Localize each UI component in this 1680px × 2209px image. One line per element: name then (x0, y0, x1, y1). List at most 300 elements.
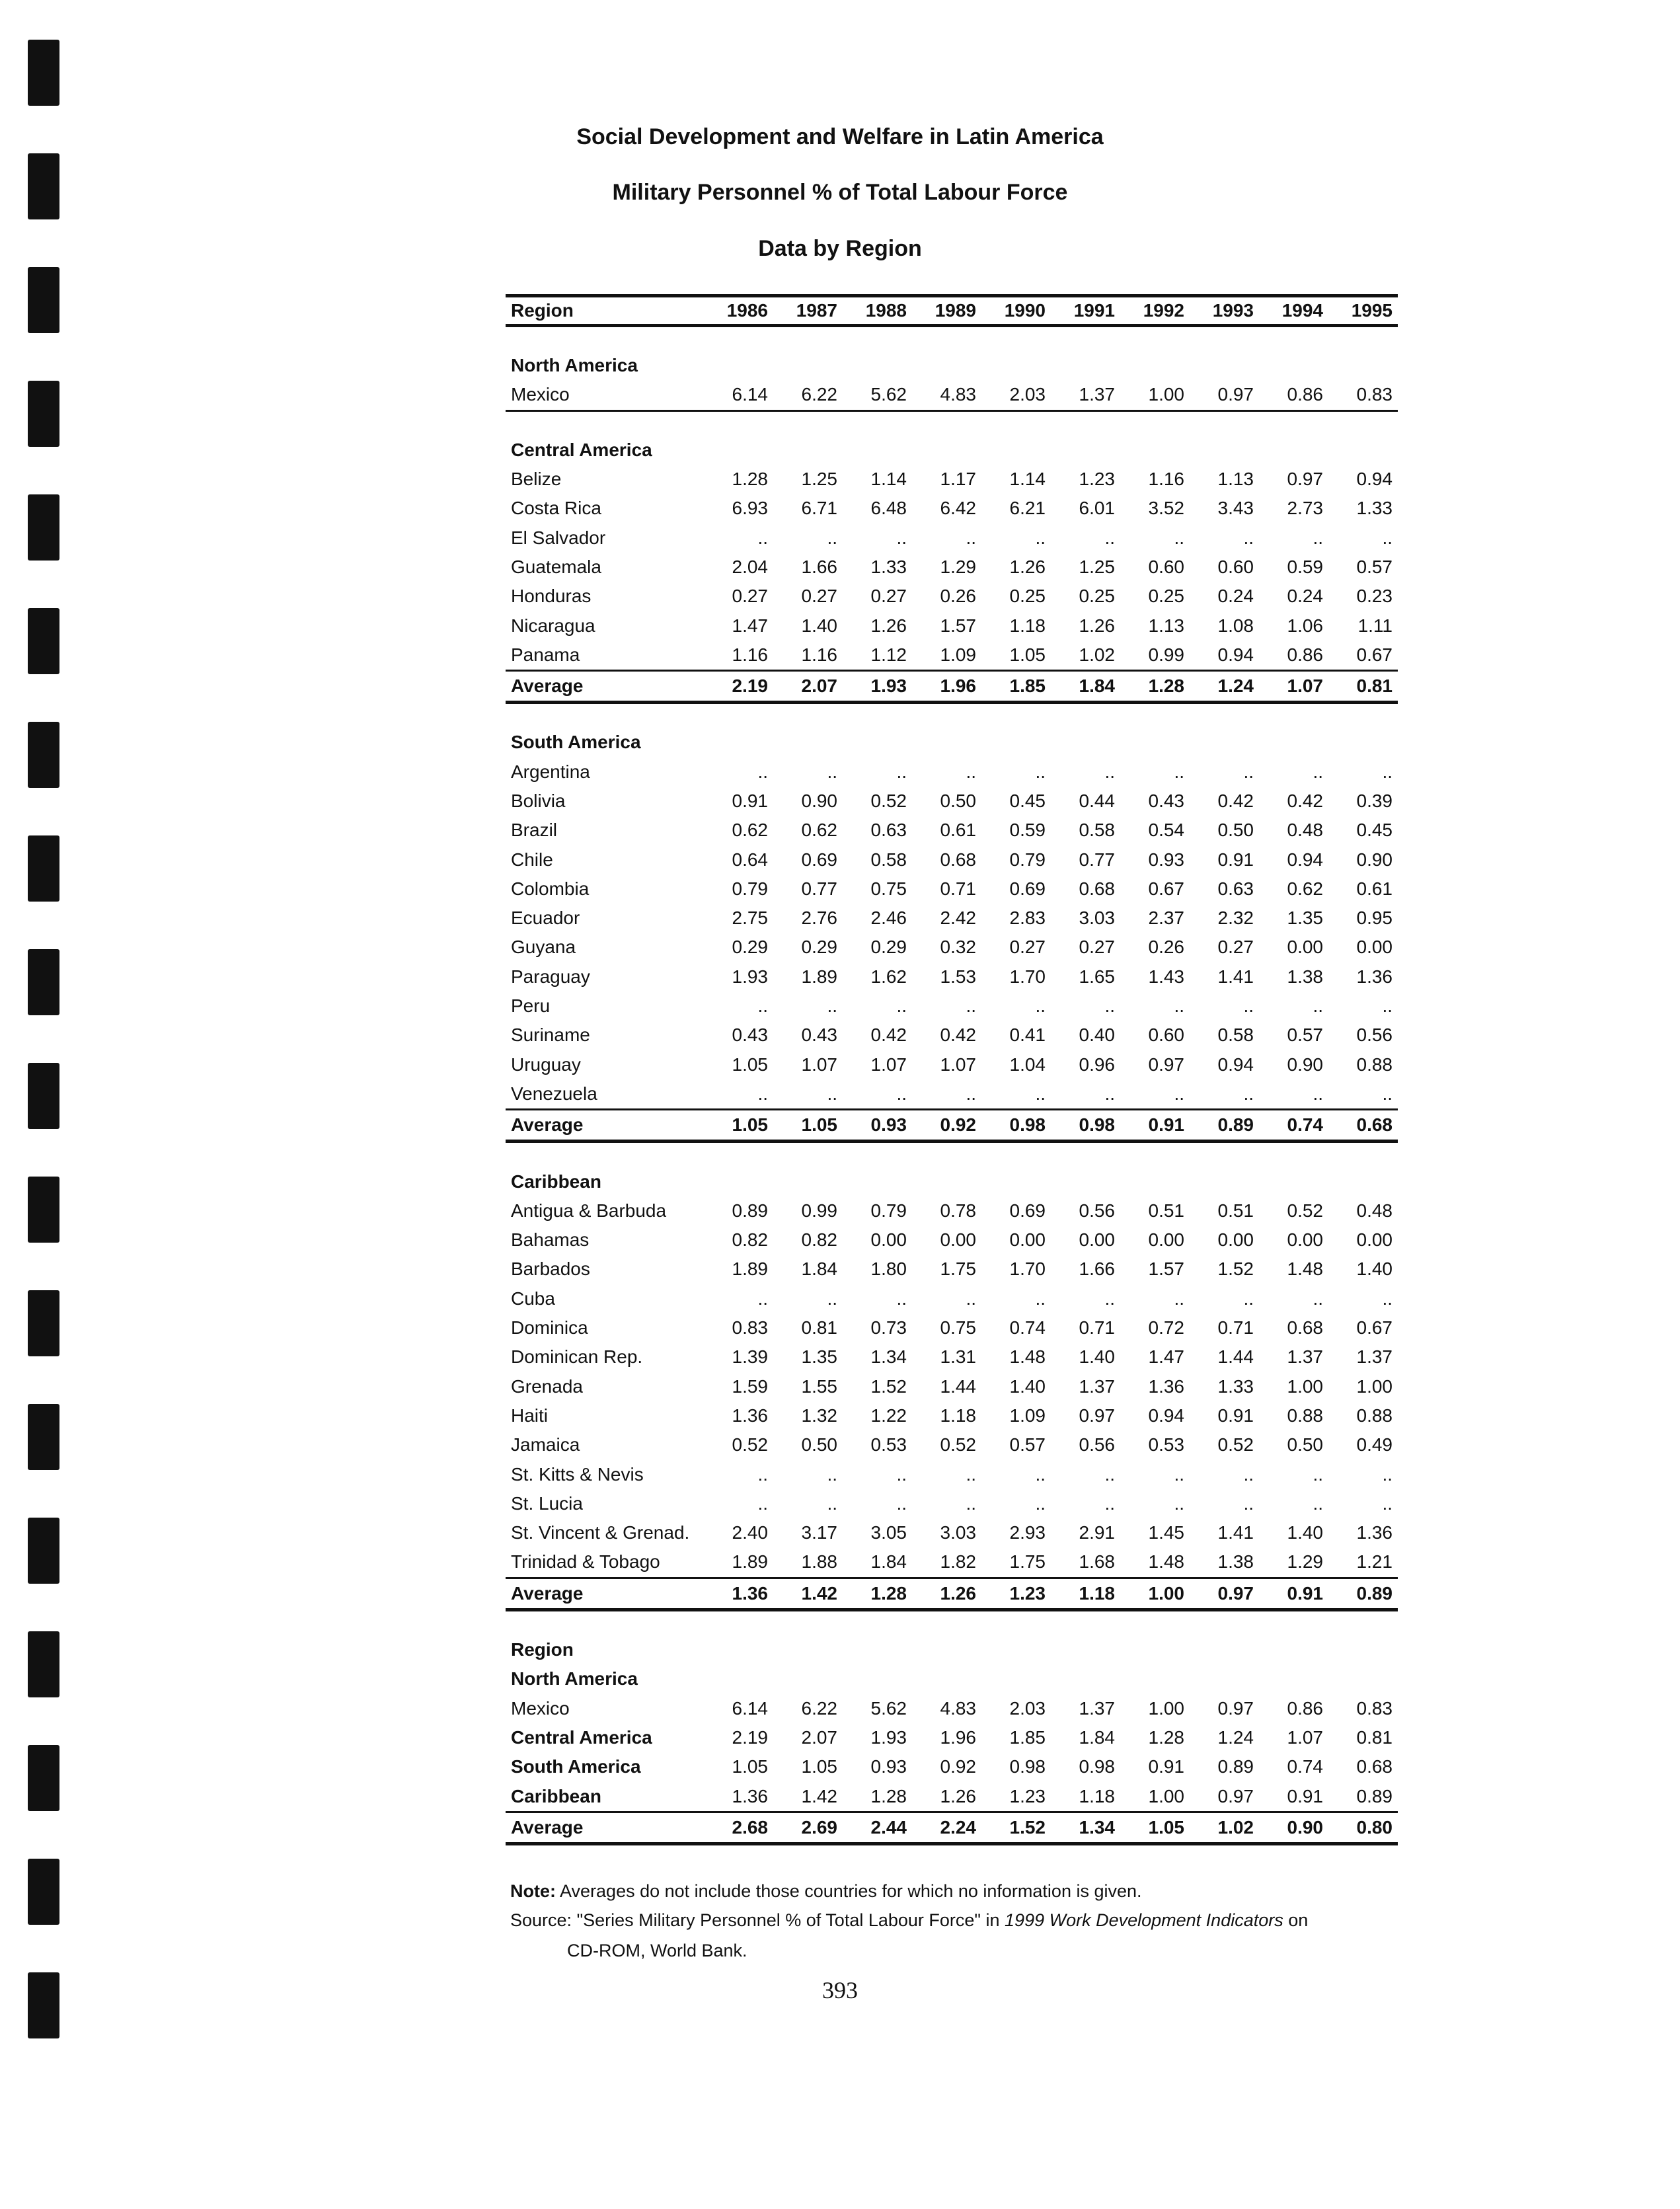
table-cell: .. (827, 761, 837, 782)
table-cell: 1.84 (1079, 1726, 1115, 1748)
spacer-row (506, 1142, 1398, 1167)
table-cell: 1.29 (940, 556, 976, 577)
table-cell: 1.93 (843, 670, 912, 702)
row-label: St. Lucia (511, 1492, 583, 1514)
table-cell: .. (827, 1492, 837, 1514)
table-cell: 1.28 (1148, 1726, 1184, 1748)
table-cell: 1.89 (732, 1259, 768, 1280)
table-cell: 0.89 (1190, 1110, 1259, 1142)
table-cell: 0.71 (940, 878, 976, 899)
page-title: Social Development and Welfare in Latin America (576, 124, 1104, 149)
table-cell: .. (827, 527, 837, 548)
table-cell: .. (896, 761, 907, 782)
table-cell: 0.93 (1148, 849, 1184, 870)
row-label: Mexico (506, 380, 704, 410)
row-label: Chile (511, 849, 553, 870)
table-cell: 1.40 (1356, 1259, 1393, 1280)
row-label: Jamaica (511, 1434, 580, 1455)
table-cell: 0.57 (1009, 1434, 1046, 1455)
section-row (506, 351, 1398, 380)
table-cell: 1.18 (1009, 615, 1046, 636)
header-year: 1986 (704, 296, 773, 326)
table-cell: 1.24 (1217, 1726, 1254, 1748)
table-cell: 1.75 (1009, 1551, 1046, 1572)
table-cell: 0.48 (1356, 1200, 1393, 1221)
table-cell: 1.42 (801, 1785, 837, 1806)
table-cell: 1.48 (1148, 1551, 1184, 1572)
table-cell: 2.19 (704, 670, 773, 702)
table-cell: 1.39 (732, 1346, 768, 1368)
table-cell: 1.34 (1051, 1812, 1120, 1843)
row-label: Central America (511, 1726, 652, 1748)
table-cell: 1.37 (1356, 1346, 1393, 1368)
table-cell: 0.92 (912, 1110, 981, 1142)
table-cell: 0.89 (1217, 1756, 1254, 1777)
table-cell: .. (896, 1492, 907, 1514)
table-cell: .. (1313, 1083, 1323, 1104)
table-cell: 1.16 (801, 644, 837, 665)
table-cell: 1.05 (1009, 644, 1046, 665)
table-cell: .. (1174, 1492, 1184, 1514)
row-label: Argentina (511, 761, 590, 782)
table-cell: 0.56 (1079, 1434, 1115, 1455)
table-cell: .. (1174, 1083, 1184, 1104)
table-cell: 1.28 (843, 1578, 912, 1609)
table-cell: 0.91 (1259, 1578, 1328, 1609)
table-cell: 0.00 (1079, 1229, 1115, 1251)
row-label: Average (506, 1578, 704, 1609)
row-label: Suriname (511, 1025, 590, 1046)
table-cell: 0.98 (1079, 1756, 1115, 1777)
table-cell: 1.22 (870, 1405, 907, 1426)
table-row (506, 962, 1398, 991)
table-cell: 0.97 (1079, 1405, 1115, 1426)
table-cell: 0.83 (1356, 1697, 1393, 1719)
table-cell: 2.69 (773, 1812, 843, 1843)
average-row (506, 1578, 1398, 1609)
table-cell: 1.33 (1356, 498, 1393, 519)
table-cell: 1.70 (1009, 1259, 1046, 1280)
row-label: Costa Rica (511, 498, 601, 519)
table-cell: 6.14 (732, 1697, 768, 1719)
table-cell: 1.40 (1009, 1376, 1046, 1397)
table-cell: 1.28 (1120, 670, 1190, 702)
table-cell: 0.67 (1356, 1317, 1393, 1338)
binding-bar (28, 949, 59, 1015)
row-label: St. Vincent & Grenad. (511, 1522, 690, 1543)
table-cell: 1.89 (732, 1551, 768, 1572)
table-cell: .. (896, 1463, 907, 1485)
table-cell: 1.23 (1009, 1785, 1046, 1806)
table-cell: 1.35 (801, 1346, 837, 1368)
row-label: Honduras (511, 586, 592, 607)
table-cell: 1.32 (801, 1405, 837, 1426)
table-cell: .. (1243, 1492, 1254, 1514)
table-cell: 0.80 (1328, 1812, 1398, 1843)
table-row (506, 1430, 1398, 1459)
table-cell: 0.61 (1356, 878, 1393, 899)
table-cell: 4.83 (940, 1697, 976, 1719)
table-cell: .. (757, 527, 768, 548)
table-cell: 1.02 (1079, 644, 1115, 665)
table-cell: 0.56 (1356, 1025, 1393, 1046)
table-cell: 2.04 (732, 556, 768, 577)
header-region: Region (506, 296, 704, 326)
table-cell: 0.98 (1009, 1756, 1046, 1777)
table-cell: .. (1243, 1463, 1254, 1485)
table-row (506, 1459, 1398, 1489)
table-cell: .. (757, 1083, 768, 1104)
table-cell: 0.42 (1217, 791, 1254, 811)
table-cell: 0.40 (1079, 1025, 1115, 1046)
table-cell: 0.63 (1217, 878, 1254, 899)
table-cell: 0.50 (940, 791, 976, 811)
table-cell: 1.36 (732, 1405, 768, 1426)
table-cell: 1.52 (1217, 1259, 1254, 1280)
table-cell: 0.69 (801, 849, 837, 870)
spacer (506, 326, 1398, 352)
source (510, 1910, 1308, 1931)
header-year: 1995 (1328, 296, 1398, 326)
table-cell: 0.29 (801, 937, 837, 958)
table-cell: 0.77 (801, 878, 837, 899)
table-cell: 1.36 (1356, 1522, 1393, 1543)
table-cell: .. (1313, 527, 1323, 548)
table-cell: .. (1174, 995, 1184, 1017)
table-cell: .. (1243, 1083, 1254, 1104)
table-cell: 0.88 (1287, 1405, 1323, 1426)
row-label: Guyana (511, 937, 576, 958)
table-cell: 1.52 (870, 1376, 907, 1397)
table-cell: 0.68 (1356, 1756, 1393, 1777)
row-label: Average (506, 1110, 704, 1142)
table-cell: 1.23 (1079, 469, 1115, 490)
table-cell: 1.04 (1009, 1054, 1046, 1075)
spacer-row (506, 703, 1398, 728)
table-cell: 0.59 (1009, 820, 1046, 841)
spacer-row (506, 326, 1398, 352)
table-cell: 0.75 (870, 878, 907, 899)
table-cell: 1.05 (704, 1110, 773, 1142)
table-cell: 1.70 (1009, 966, 1046, 987)
binding-bar (28, 722, 59, 788)
table-cell: 1.59 (732, 1376, 768, 1397)
table-cell: 0.00 (870, 1229, 907, 1251)
table-cell: .. (827, 1288, 837, 1309)
table-cell: 0.52 (940, 1434, 976, 1455)
section-label: Region (511, 1639, 574, 1660)
table-cell: 0.91 (1120, 1110, 1190, 1142)
table-cell: .. (1382, 1083, 1393, 1104)
table-cell: .. (827, 1083, 837, 1104)
table-cell: 3.52 (1148, 498, 1184, 519)
table-row (506, 494, 1398, 523)
table-cell: 1.16 (732, 644, 768, 665)
table-cell: .. (1174, 761, 1184, 782)
table-cell: 6.01 (1079, 498, 1115, 519)
table-cell: .. (1313, 1492, 1323, 1514)
table-cell: 0.69 (1009, 878, 1046, 899)
row-label: Grenada (511, 1376, 583, 1397)
table-row (506, 582, 1398, 611)
table-cell: 2.75 (732, 908, 768, 929)
table-cell: 1.13 (1217, 469, 1254, 490)
header-year: 1990 (981, 296, 1051, 326)
table-cell: 0.77 (1079, 849, 1115, 870)
table-cell: 0.69 (1009, 1200, 1046, 1221)
table-cell: 1.05 (801, 1756, 837, 1777)
note-text: Averages do not include those countries for which no information is given. (556, 1881, 1142, 1901)
table-row (506, 1518, 1398, 1547)
table-cell: 0.89 (1328, 1578, 1398, 1609)
table-cell: 1.13 (1148, 615, 1184, 636)
table-cell: 0.74 (1287, 1756, 1323, 1777)
table-cell: 1.84 (801, 1259, 837, 1280)
table-cell: 0.60 (1148, 1025, 1184, 1046)
table-cell: .. (966, 527, 976, 548)
header-year: 1994 (1259, 296, 1328, 326)
table-cell: 0.82 (801, 1229, 837, 1251)
table-cell: 0.90 (1287, 1054, 1323, 1075)
table-cell: 0.45 (1356, 820, 1393, 841)
table-cell: 0.58 (1079, 820, 1115, 841)
page-subtitle: Military Personnel % of Total Labour Force (612, 180, 1068, 205)
table-cell: 0.73 (870, 1317, 907, 1338)
table-cell: .. (1313, 761, 1323, 782)
table-row (506, 1021, 1398, 1050)
table-cell: 2.40 (732, 1522, 768, 1543)
table-row (506, 523, 1398, 552)
table-cell: 0.27 (1217, 937, 1254, 958)
table-cell: 1.84 (1051, 670, 1120, 702)
source-line2: CD-ROM, World Bank. (567, 1941, 747, 1960)
table-cell: 0.26 (940, 586, 976, 607)
table-cell: 1.08 (1217, 615, 1254, 636)
table-cell: 0.23 (1356, 586, 1393, 607)
table-cell: 1.52 (981, 1812, 1051, 1843)
table-cell: 0.97 (1287, 469, 1323, 490)
table-cell: 1.48 (1287, 1259, 1323, 1280)
table-row (506, 1401, 1398, 1430)
table-cell: 0.62 (1287, 878, 1323, 899)
table-cell: .. (1174, 1288, 1184, 1309)
table-cell: 1.40 (801, 615, 837, 636)
table-cell: 6.48 (870, 498, 907, 519)
row-label: Nicaragua (511, 615, 595, 636)
table-cell: .. (1243, 761, 1254, 782)
table-cell: 0.81 (1356, 1726, 1393, 1748)
table-cell: 0.78 (940, 1200, 976, 1221)
table-cell: 0.24 (1217, 586, 1254, 607)
table-cell: 0.48 (1287, 820, 1323, 841)
table-cell: 1.36 (704, 1578, 773, 1609)
table-cell: 0.25 (1009, 586, 1046, 607)
table-cell: 1.06 (1287, 615, 1323, 636)
table-cell: 1.25 (801, 469, 837, 490)
table-cell: 1.14 (1009, 469, 1046, 490)
table-cell: 1.42 (773, 1578, 843, 1609)
table-cell: 6.93 (732, 498, 768, 519)
header-year: 1989 (912, 296, 981, 326)
table-row (506, 816, 1398, 845)
table-cell: .. (827, 995, 837, 1017)
row-label: Belize (511, 469, 562, 490)
table-cell: 6.14 (704, 380, 773, 410)
table-cell: 0.27 (1079, 937, 1115, 958)
table-cell: 0.99 (1148, 644, 1184, 665)
table-cell: 0.94 (1148, 1405, 1184, 1426)
section-label: Caribbean (511, 1171, 601, 1192)
table-cell: 0.27 (870, 586, 907, 607)
table-cell: 0.39 (1356, 791, 1393, 811)
average-row (506, 670, 1398, 702)
table-cell: .. (1243, 995, 1254, 1017)
table-cell: 0.90 (1356, 849, 1393, 870)
table-cell: 2.03 (1009, 1697, 1046, 1719)
table-row (506, 1723, 1398, 1752)
table-cell: 0.90 (801, 791, 837, 811)
table-cell: .. (1174, 527, 1184, 548)
table-cell: 1.85 (981, 670, 1051, 702)
table-cell: 2.24 (912, 1812, 981, 1843)
table-cell: 1.65 (1079, 966, 1115, 987)
table-header-row (506, 296, 1398, 326)
table-row (506, 1079, 1398, 1110)
table-cell: 0.71 (1217, 1317, 1254, 1338)
table-cell: 1.47 (732, 615, 768, 636)
table-cell: 1.37 (1079, 1376, 1115, 1397)
table-row (506, 553, 1398, 582)
page-number: 393 (822, 1977, 858, 2003)
header-year: 1992 (1120, 296, 1190, 326)
table-cell: 0.91 (1217, 849, 1254, 870)
table-cell: 1.05 (732, 1756, 768, 1777)
table-cell: 2.73 (1287, 498, 1323, 519)
table-cell: 1.36 (732, 1785, 768, 1806)
table-cell: 1.14 (870, 469, 907, 490)
table-cell: 0.90 (1259, 1812, 1328, 1843)
row-label: Barbados (511, 1259, 590, 1280)
table-cell: 0.00 (1217, 1229, 1254, 1251)
table-cell: .. (1104, 527, 1115, 548)
table-cell: 0.00 (940, 1229, 976, 1251)
row-label: Bolivia (511, 791, 566, 811)
table-cell: 1.40 (1079, 1346, 1115, 1368)
table-cell: 2.44 (843, 1812, 912, 1843)
table-cell: 3.43 (1217, 498, 1254, 519)
binding-bar (28, 267, 59, 333)
source-text-after: on (1283, 1910, 1309, 1930)
table-cell: 0.45 (1009, 791, 1046, 811)
table-cell: 0.50 (801, 1434, 837, 1455)
table-cell: 2.03 (981, 380, 1051, 410)
table-cell: 0.43 (732, 1025, 768, 1046)
binding-bar (28, 40, 59, 106)
table-row (506, 1342, 1398, 1372)
table-cell: 0.42 (940, 1025, 976, 1046)
table-row (506, 1284, 1398, 1313)
table-cell: 1.00 (1120, 380, 1190, 410)
table-cell: .. (1104, 1083, 1115, 1104)
table-cell: 0.49 (1356, 1434, 1393, 1455)
table-cell: 1.84 (870, 1551, 907, 1572)
table-cell: 2.19 (732, 1726, 768, 1748)
row-label: Venezuela (511, 1083, 597, 1104)
table-cell: .. (1035, 1463, 1046, 1485)
table-cell: 1.28 (870, 1785, 907, 1806)
table-row (506, 1693, 1398, 1723)
row-label: Colombia (511, 878, 590, 899)
table-cell: 1.85 (1009, 1726, 1046, 1748)
table-cell: .. (1313, 1463, 1323, 1485)
table-cell: 1.44 (940, 1376, 976, 1397)
table-cell: .. (966, 761, 976, 782)
table-cell: 0.97 (1217, 1697, 1254, 1719)
table-row (506, 1547, 1398, 1578)
binding-bar (28, 1859, 59, 1925)
table-row (506, 1781, 1398, 1812)
table-row (506, 845, 1398, 874)
table-cell: 2.91 (1079, 1522, 1115, 1543)
table-cell: 1.18 (1079, 1785, 1115, 1806)
table-cell: 6.22 (773, 380, 843, 410)
table-cell: 0.42 (870, 1025, 907, 1046)
row-label: St. Kitts & Nevis (511, 1463, 644, 1485)
table-cell: 0.72 (1148, 1317, 1184, 1338)
table-cell: .. (757, 761, 768, 782)
table-cell: 0.88 (1356, 1405, 1393, 1426)
table-cell: 1.45 (1148, 1522, 1184, 1543)
table-cell: 0.64 (732, 849, 768, 870)
table-row (506, 1752, 1398, 1781)
table-cell: 1.38 (1287, 966, 1323, 987)
row-label: Dominican Rep. (511, 1346, 643, 1368)
table-cell: 0.42 (1287, 791, 1323, 811)
table-cell: 0.43 (1148, 791, 1184, 811)
table-cell: 1.26 (1079, 615, 1115, 636)
table-cell: 1.93 (870, 1726, 907, 1748)
table-cell: 1.31 (940, 1346, 976, 1368)
table-cell: 1.00 (1120, 1578, 1190, 1609)
table-cell: 0.56 (1079, 1200, 1115, 1221)
table-cell: 0.29 (870, 937, 907, 958)
table-cell: 1.66 (1079, 1259, 1115, 1280)
row-label: Paraguay (511, 966, 590, 987)
table-cell: 1.62 (870, 966, 907, 987)
table-cell: 1.38 (1217, 1551, 1254, 1572)
spacer (506, 410, 1398, 436)
table-cell: .. (966, 1463, 976, 1485)
table-cell: .. (1035, 1492, 1046, 1514)
table-cell: 0.53 (870, 1434, 907, 1455)
table-cell: 0.61 (940, 820, 976, 841)
table-cell: 0.50 (1287, 1434, 1323, 1455)
table-cell: 1.40 (1287, 1522, 1323, 1543)
table-cell: 0.93 (843, 1110, 912, 1142)
binding-bar (28, 1631, 59, 1697)
table-cell: .. (1104, 1288, 1115, 1309)
table-cell: 0.98 (981, 1110, 1051, 1142)
table-cell: 0.27 (732, 586, 768, 607)
table-cell: 0.52 (870, 791, 907, 811)
table-row (506, 380, 1398, 410)
table-cell: .. (827, 1463, 837, 1485)
table-cell: 0.57 (1287, 1025, 1323, 1046)
table-row (506, 1225, 1398, 1255)
table-cell: 1.00 (1356, 1376, 1393, 1397)
table-cell: 1.26 (912, 1578, 981, 1609)
header-year: 1991 (1051, 296, 1120, 326)
